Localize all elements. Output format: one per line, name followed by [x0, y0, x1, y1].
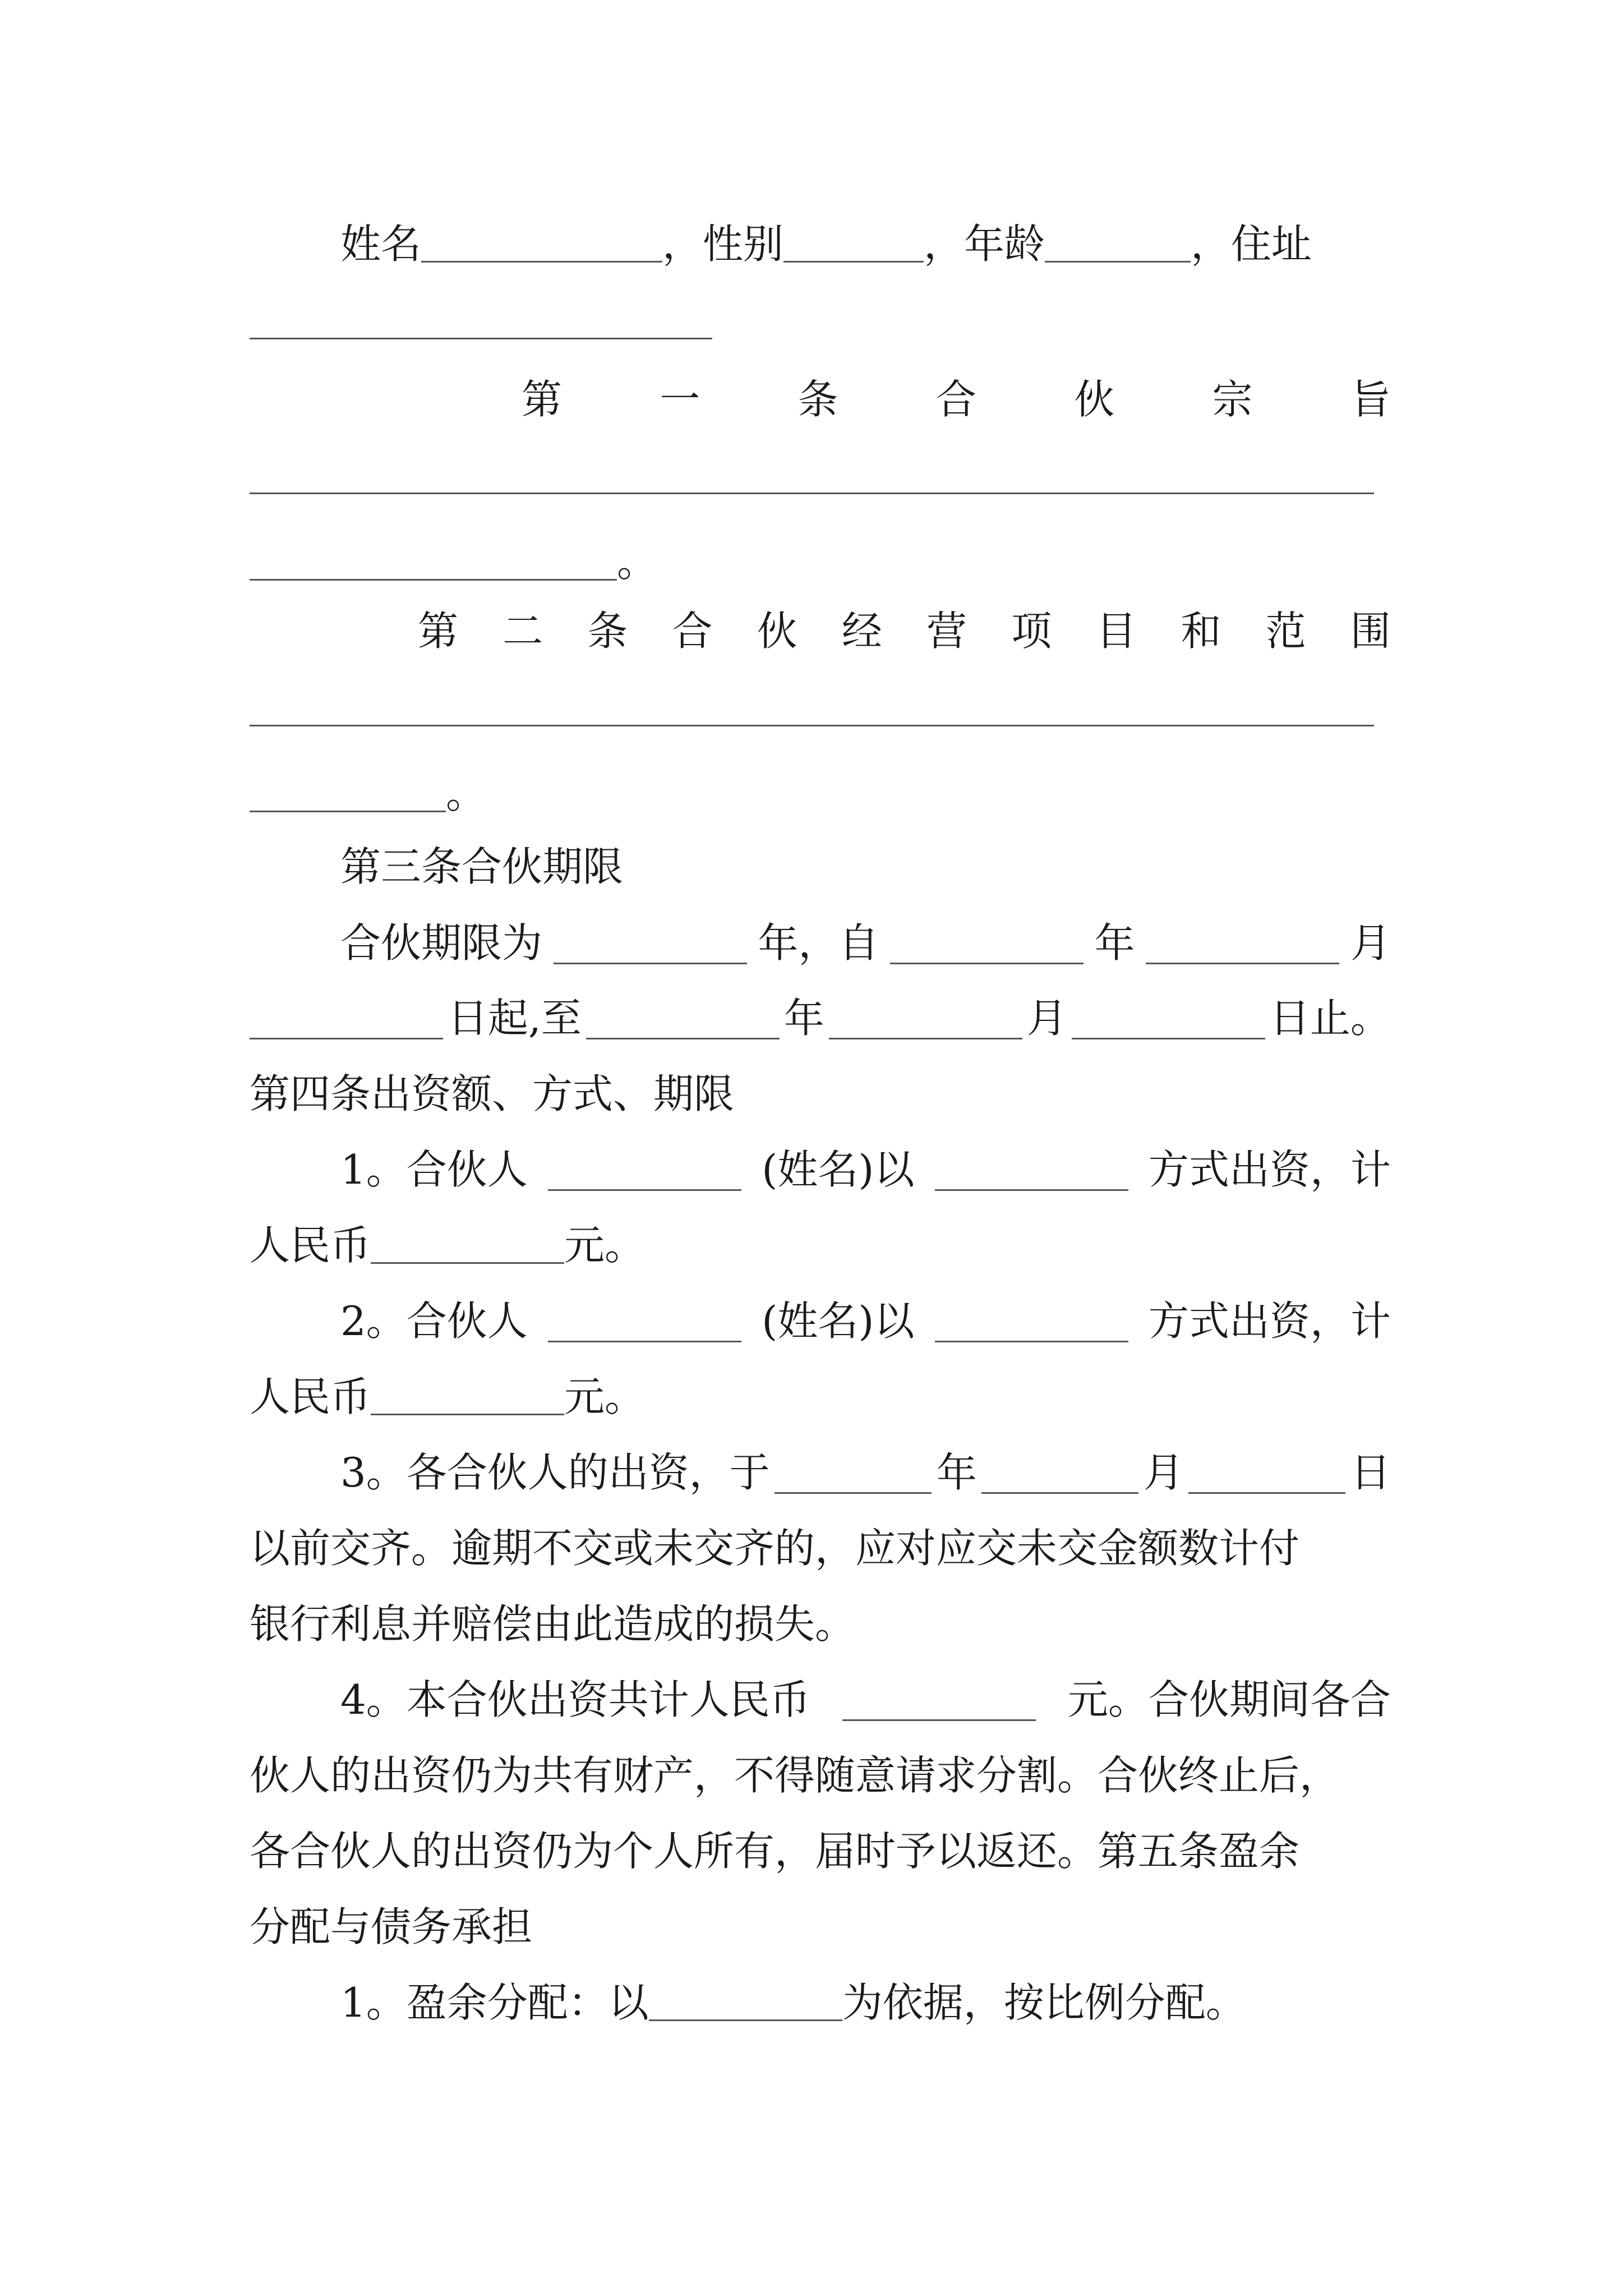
profit-label: 1。盈余分配：以	[340, 1979, 649, 2026]
year-label: 年	[936, 1449, 977, 1496]
label-address: ，住址	[1191, 220, 1312, 268]
blank-end-month[interactable]	[829, 997, 1022, 1039]
a1-char: 第	[522, 376, 562, 423]
a1-char: 条	[797, 376, 838, 423]
article-1-title	[522, 369, 1391, 430]
article-2-title	[418, 600, 1391, 662]
total-tail: 元。合伙期间各合	[1067, 1676, 1391, 1723]
article-4-item1-line1	[250, 1139, 1391, 1200]
from-label: 年，自	[758, 919, 879, 967]
until-label: 日起,至	[448, 995, 582, 1042]
article-4-item3-line3: 银行利息并赔偿由此造成的损失。	[250, 1600, 856, 1648]
a2-char: 第	[418, 608, 459, 655]
a1-char: 合	[935, 376, 976, 423]
article-4-title: 第四条出资额、方式、期限	[250, 1070, 735, 1117]
article-4-item4-line4: 分配与债务承担	[250, 1903, 533, 1950]
year-label: 年	[1094, 919, 1135, 967]
a2-char: 和	[1181, 608, 1221, 655]
term-label: 合伙期限为	[340, 919, 543, 967]
method-label: 方式出资，计	[1148, 1146, 1391, 1193]
label-gender: ，性别	[662, 220, 784, 268]
yuan-label: 元。	[564, 1222, 645, 1269]
yuan-label: 元。	[564, 1373, 645, 1420]
a2-char: 条	[587, 608, 628, 655]
party-info-line	[250, 213, 1391, 275]
a1-char: 一	[660, 376, 700, 423]
article-3-line1	[250, 912, 1391, 974]
a2-char: 二	[502, 608, 543, 655]
a1-char: 伙	[1074, 376, 1115, 423]
article-4-item2-line1	[250, 1290, 1391, 1352]
article-1-blank-line	[250, 531, 1391, 593]
article-2-blank-line	[250, 763, 1391, 825]
blank-start-month[interactable]	[1146, 922, 1339, 964]
blank-deadline-year[interactable]	[774, 1452, 932, 1494]
a1-char: 宗	[1212, 376, 1253, 423]
partner-label: 1。合伙人	[340, 1146, 528, 1193]
a2-char: 经	[841, 608, 882, 655]
a2-char: 伙	[757, 608, 797, 655]
article-2-end: 。	[446, 770, 487, 817]
blank-article-1-line2[interactable]	[250, 539, 617, 581]
profit-tail: 为依据，按比例分配。	[842, 1979, 1246, 2026]
month-label: 月	[1350, 919, 1391, 967]
blank-article-1-line1[interactable]	[250, 493, 1374, 494]
a2-char: 营	[926, 608, 967, 655]
year-label: 年	[783, 995, 824, 1042]
day-label: 日	[1350, 1449, 1391, 1496]
article-4-item2-line2	[250, 1366, 1391, 1428]
blank-partner1-method[interactable]	[935, 1149, 1128, 1191]
blank-total-amount[interactable]	[842, 1679, 1036, 1721]
a1-char: 旨	[1350, 376, 1391, 423]
blank-partner2-method[interactable]	[935, 1300, 1128, 1342]
article-4-item4-line3: 各合伙人的出资仍为个人所有，届时予以返还。第五条盈余	[250, 1828, 1300, 1875]
article-5-item1	[250, 1972, 1391, 2033]
article-3-line2	[250, 987, 1391, 1049]
article-1-end: 。	[617, 539, 658, 586]
article-4-item1-line2	[250, 1214, 1391, 1276]
blank-address[interactable]	[250, 338, 712, 339]
name-by-label: (姓名)以	[762, 1297, 915, 1345]
a2-char: 范	[1265, 608, 1306, 655]
blank-partner1-amount[interactable]	[371, 1222, 564, 1264]
blank-partner2-name[interactable]	[548, 1300, 741, 1342]
article-4-item3-line2: 以前交齐。逾期不交或未交齐的，应对应交未交金额数计付	[250, 1525, 1300, 1572]
blank-article-2-line2[interactable]	[250, 770, 446, 812]
a2-char: 围	[1350, 608, 1391, 655]
month-label: 月	[1143, 1449, 1184, 1496]
blank-partner1-name[interactable]	[548, 1149, 741, 1191]
blank-end-day[interactable]	[1072, 997, 1265, 1039]
label-name: 姓名	[340, 220, 422, 268]
name-by-label: (姓名)以	[762, 1146, 915, 1193]
blank-gender[interactable]	[783, 220, 924, 263]
method-label: 方式出资，计	[1148, 1297, 1391, 1345]
blank-start-day[interactable]	[250, 997, 443, 1039]
blank-article-2-line1[interactable]	[250, 725, 1374, 726]
blank-profit-basis[interactable]	[649, 1979, 842, 2021]
blank-deadline-day[interactable]	[1188, 1452, 1345, 1494]
rmb-label: 人民币	[250, 1222, 371, 1269]
blank-deadline-month[interactable]	[981, 1452, 1138, 1494]
a2-char: 合	[672, 608, 713, 655]
label-age: ，年龄	[924, 220, 1045, 268]
blank-start-year[interactable]	[890, 922, 1083, 964]
a2-char: 项	[1011, 608, 1052, 655]
a2-char: 目	[1096, 608, 1137, 655]
article-4-item3-line1	[250, 1442, 1391, 1503]
blank-partner2-amount[interactable]	[371, 1373, 564, 1415]
month-label: 月	[1026, 995, 1067, 1042]
total-label: 4。本合伙出资共计人民币	[340, 1676, 810, 1723]
article-4-item4-line1	[250, 1669, 1391, 1731]
blank-age[interactable]	[1045, 220, 1191, 263]
deadline-label: 3。各合伙人的出资，于	[340, 1449, 770, 1496]
end-day-label: 日止。	[1269, 995, 1391, 1042]
blank-term-years[interactable]	[554, 922, 747, 964]
partner-label: 2。合伙人	[340, 1297, 528, 1345]
article-3-title: 第三条合伙期限	[340, 843, 624, 890]
rmb-label: 人民币	[250, 1373, 371, 1420]
article-4-item4-line2: 伙人的出资仍为共有财产，不得随意请求分割。合伙终止后，	[250, 1752, 1340, 1799]
blank-end-year[interactable]	[586, 997, 780, 1039]
blank-name[interactable]	[421, 220, 662, 263]
